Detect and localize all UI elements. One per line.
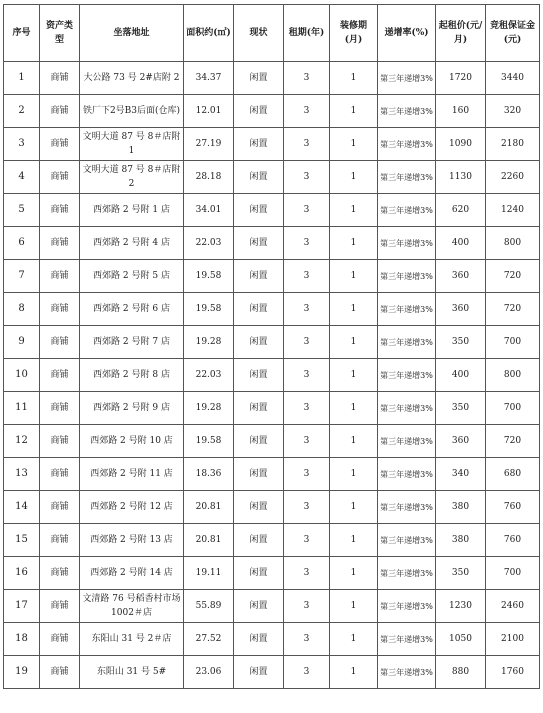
header-lease-term: 租期(年) [284, 5, 330, 62]
address-cell: 西郊路 2 号附 14 店 [80, 557, 184, 590]
asset-type-cell: 商铺 [40, 656, 80, 689]
rent-cell: 1230 [436, 590, 486, 623]
deposit-cell: 700 [486, 326, 540, 359]
status-cell: 闲置 [234, 557, 284, 590]
lease-term-cell: 3 [284, 260, 330, 293]
seq-cell: 12 [4, 425, 40, 458]
status-cell: 闲置 [234, 227, 284, 260]
renovation-cell: 1 [330, 491, 378, 524]
asset-type-cell: 商铺 [40, 227, 80, 260]
seq-cell: 18 [4, 623, 40, 656]
rent-cell: 350 [436, 557, 486, 590]
increase-rate-cell: 第三年递增3% [378, 227, 436, 260]
lease-term-cell: 3 [284, 491, 330, 524]
table-header-row [4, 5, 540, 62]
lease-term-cell: 3 [284, 359, 330, 392]
renovation-cell: 1 [330, 95, 378, 128]
rent-cell: 1090 [436, 128, 486, 161]
status-cell: 闲置 [234, 62, 284, 95]
lease-term-cell: 3 [284, 326, 330, 359]
deposit-cell: 700 [486, 557, 540, 590]
increase-rate-cell: 第三年递增3% [378, 260, 436, 293]
increase-rate-cell: 第三年递增3% [378, 557, 436, 590]
area-cell: 34.37 [184, 62, 234, 95]
status-cell: 闲置 [234, 458, 284, 491]
asset-type-cell: 商铺 [40, 194, 80, 227]
rent-cell: 400 [436, 227, 486, 260]
table-row [4, 326, 540, 359]
address-cell: 西郊路 2 号附 8 店 [80, 359, 184, 392]
address-cell: 西郊路 2 号附 4 店 [80, 227, 184, 260]
increase-rate-cell: 第三年递增3% [378, 425, 436, 458]
area-cell: 19.58 [184, 260, 234, 293]
renovation-cell: 1 [330, 656, 378, 689]
area-cell: 12.01 [184, 95, 234, 128]
asset-type-cell: 商铺 [40, 557, 80, 590]
rent-cell: 350 [436, 392, 486, 425]
table-row [4, 194, 540, 227]
area-cell: 23.06 [184, 656, 234, 689]
increase-rate-cell: 第三年递增3% [378, 359, 436, 392]
rent-cell: 880 [436, 656, 486, 689]
renovation-cell: 1 [330, 458, 378, 491]
asset-type-cell: 商铺 [40, 359, 80, 392]
seq-cell: 5 [4, 194, 40, 227]
rent-cell: 1050 [436, 623, 486, 656]
header-seq: 序号 [4, 5, 40, 62]
seq-cell: 10 [4, 359, 40, 392]
seq-cell: 17 [4, 590, 40, 623]
lease-term-cell: 3 [284, 524, 330, 557]
address-cell: 文清路 76 号稻香村市场 1002＃店 [80, 590, 184, 623]
renovation-cell: 1 [330, 62, 378, 95]
address-cell: 大公路 73 号 2#店附 2 [80, 62, 184, 95]
asset-type-cell: 商铺 [40, 293, 80, 326]
lease-term-cell: 3 [284, 557, 330, 590]
address-cell: 西郊路 2 号附 11 店 [80, 458, 184, 491]
address-cell: 西郊路 2 号附 13 店 [80, 524, 184, 557]
renovation-cell: 1 [330, 590, 378, 623]
deposit-cell: 720 [486, 425, 540, 458]
table-row [4, 425, 540, 458]
increase-rate-cell: 第三年递增3% [378, 491, 436, 524]
renovation-cell: 1 [330, 623, 378, 656]
renovation-cell: 1 [330, 128, 378, 161]
renovation-cell: 1 [330, 359, 378, 392]
rent-cell: 1130 [436, 161, 486, 194]
increase-rate-cell: 第三年递增3% [378, 458, 436, 491]
asset-type-cell: 商铺 [40, 524, 80, 557]
lease-term-cell: 3 [284, 95, 330, 128]
header-deposit: 竞租保证金(元) [486, 5, 540, 62]
area-cell: 19.58 [184, 293, 234, 326]
header-renovation-period: 装修期(月) [330, 5, 378, 62]
address-cell: 铁厂下2号B3后面(仓库) [80, 95, 184, 128]
table-row [4, 623, 540, 656]
rent-cell: 380 [436, 524, 486, 557]
asset-type-cell: 商铺 [40, 260, 80, 293]
increase-rate-cell: 第三年递增3% [378, 161, 436, 194]
seq-cell: 2 [4, 95, 40, 128]
deposit-cell: 2100 [486, 623, 540, 656]
asset-type-cell: 商铺 [40, 590, 80, 623]
status-cell: 闲置 [234, 293, 284, 326]
table-row [4, 590, 540, 623]
table-row [4, 557, 540, 590]
area-cell: 34.01 [184, 194, 234, 227]
increase-rate-cell: 第三年递增3% [378, 293, 436, 326]
table-row [4, 227, 540, 260]
rent-cell: 360 [436, 425, 486, 458]
seq-cell: 1 [4, 62, 40, 95]
renovation-cell: 1 [330, 293, 378, 326]
renovation-cell: 1 [330, 557, 378, 590]
status-cell: 闲置 [234, 392, 284, 425]
deposit-cell: 800 [486, 359, 540, 392]
increase-rate-cell: 第三年递增3% [378, 392, 436, 425]
deposit-cell: 320 [486, 95, 540, 128]
deposit-cell: 720 [486, 260, 540, 293]
asset-type-cell: 商铺 [40, 458, 80, 491]
status-cell: 闲置 [234, 326, 284, 359]
address-cell: 东阳山 31 号 5# [80, 656, 184, 689]
address-cell: 西郊路 2 号附 10 店 [80, 425, 184, 458]
lease-term-cell: 3 [284, 62, 330, 95]
area-cell: 19.11 [184, 557, 234, 590]
lease-term-cell: 3 [284, 656, 330, 689]
deposit-cell: 2260 [486, 161, 540, 194]
asset-type-cell: 商铺 [40, 491, 80, 524]
lease-term-cell: 3 [284, 392, 330, 425]
deposit-cell: 800 [486, 227, 540, 260]
asset-type-cell: 商铺 [40, 62, 80, 95]
header-increase-rate: 递增率(%) [378, 5, 436, 62]
seq-cell: 7 [4, 260, 40, 293]
table-row [4, 128, 540, 161]
seq-cell: 4 [4, 161, 40, 194]
increase-rate-cell: 第三年递增3% [378, 326, 436, 359]
table-row [4, 656, 540, 689]
renovation-cell: 1 [330, 161, 378, 194]
table-row [4, 524, 540, 557]
address-cell: 西郊路 2 号附 12 店 [80, 491, 184, 524]
asset-type-cell: 商铺 [40, 392, 80, 425]
area-cell: 20.81 [184, 491, 234, 524]
status-cell: 闲置 [234, 425, 284, 458]
rent-cell: 360 [436, 260, 486, 293]
seq-cell: 15 [4, 524, 40, 557]
address-cell: 西郊路 2 号附 1 店 [80, 194, 184, 227]
area-cell: 20.81 [184, 524, 234, 557]
seq-cell: 3 [4, 128, 40, 161]
status-cell: 闲置 [234, 194, 284, 227]
rent-cell: 360 [436, 293, 486, 326]
address-cell: 西郊路 2 号附 9 店 [80, 392, 184, 425]
increase-rate-cell: 第三年递增3% [378, 590, 436, 623]
lease-term-cell: 3 [284, 161, 330, 194]
asset-type-cell: 商铺 [40, 623, 80, 656]
increase-rate-cell: 第三年递增3% [378, 524, 436, 557]
deposit-cell: 1760 [486, 656, 540, 689]
lease-term-cell: 3 [284, 128, 330, 161]
renovation-cell: 1 [330, 227, 378, 260]
area-cell: 22.03 [184, 227, 234, 260]
increase-rate-cell: 第三年递增3% [378, 95, 436, 128]
rent-cell: 620 [436, 194, 486, 227]
seq-cell: 13 [4, 458, 40, 491]
property-table [3, 4, 540, 689]
seq-cell: 11 [4, 392, 40, 425]
asset-type-cell: 商铺 [40, 95, 80, 128]
table-row [4, 458, 540, 491]
header-asset-type: 资产类型 [40, 5, 80, 62]
increase-rate-cell: 第三年递增3% [378, 656, 436, 689]
deposit-cell: 700 [486, 392, 540, 425]
area-cell: 55.89 [184, 590, 234, 623]
status-cell: 闲置 [234, 161, 284, 194]
lease-term-cell: 3 [284, 458, 330, 491]
asset-type-cell: 商铺 [40, 326, 80, 359]
lease-term-cell: 3 [284, 293, 330, 326]
rent-cell: 160 [436, 95, 486, 128]
area-cell: 28.18 [184, 161, 234, 194]
address-cell: 西郊路 2 号附 6 店 [80, 293, 184, 326]
address-cell: 西郊路 2 号附 5 店 [80, 260, 184, 293]
table-row [4, 293, 540, 326]
address-cell: 西郊路 2 号附 7 店 [80, 326, 184, 359]
deposit-cell: 2180 [486, 128, 540, 161]
seq-cell: 6 [4, 227, 40, 260]
seq-cell: 19 [4, 656, 40, 689]
lease-term-cell: 3 [284, 425, 330, 458]
status-cell: 闲置 [234, 260, 284, 293]
status-cell: 闲置 [234, 95, 284, 128]
table-row [4, 392, 540, 425]
header-starting-rent: 起租价(元/月) [436, 5, 486, 62]
header-area: 面积约(㎡) [184, 5, 234, 62]
deposit-cell: 680 [486, 458, 540, 491]
status-cell: 闲置 [234, 359, 284, 392]
deposit-cell: 720 [486, 293, 540, 326]
deposit-cell: 3440 [486, 62, 540, 95]
area-cell: 27.52 [184, 623, 234, 656]
rent-cell: 400 [436, 359, 486, 392]
table-row [4, 95, 540, 128]
table-row [4, 161, 540, 194]
renovation-cell: 1 [330, 194, 378, 227]
address-cell: 文明大道 87 号 8＃店附 1 [80, 128, 184, 161]
status-cell: 闲置 [234, 128, 284, 161]
area-cell: 19.28 [184, 392, 234, 425]
asset-type-cell: 商铺 [40, 128, 80, 161]
deposit-cell: 2460 [486, 590, 540, 623]
status-cell: 闲置 [234, 524, 284, 557]
seq-cell: 8 [4, 293, 40, 326]
status-cell: 闲置 [234, 656, 284, 689]
area-cell: 18.36 [184, 458, 234, 491]
area-cell: 19.58 [184, 425, 234, 458]
table-body [4, 62, 540, 689]
rent-cell: 1720 [436, 62, 486, 95]
increase-rate-cell: 第三年递增3% [378, 623, 436, 656]
area-cell: 22.03 [184, 359, 234, 392]
lease-term-cell: 3 [284, 194, 330, 227]
seq-cell: 16 [4, 557, 40, 590]
lease-term-cell: 3 [284, 227, 330, 260]
renovation-cell: 1 [330, 425, 378, 458]
status-cell: 闲置 [234, 590, 284, 623]
renovation-cell: 1 [330, 260, 378, 293]
address-cell: 东阳山 31 号 2＃店 [80, 623, 184, 656]
asset-type-cell: 商铺 [40, 161, 80, 194]
lease-term-cell: 3 [284, 623, 330, 656]
rent-cell: 340 [436, 458, 486, 491]
status-cell: 闲置 [234, 623, 284, 656]
increase-rate-cell: 第三年递增3% [378, 62, 436, 95]
rent-cell: 380 [436, 491, 486, 524]
area-cell: 27.19 [184, 128, 234, 161]
header-address: 坐落地址 [80, 5, 184, 62]
deposit-cell: 760 [486, 524, 540, 557]
table-row [4, 359, 540, 392]
seq-cell: 9 [4, 326, 40, 359]
seq-cell: 14 [4, 491, 40, 524]
renovation-cell: 1 [330, 524, 378, 557]
deposit-cell: 1240 [486, 194, 540, 227]
status-cell: 闲置 [234, 491, 284, 524]
renovation-cell: 1 [330, 392, 378, 425]
area-cell: 19.28 [184, 326, 234, 359]
table-row [4, 62, 540, 95]
deposit-cell: 760 [486, 491, 540, 524]
lease-term-cell: 3 [284, 590, 330, 623]
asset-type-cell: 商铺 [40, 425, 80, 458]
address-cell: 文明大道 87 号 8＃店附 2 [80, 161, 184, 194]
increase-rate-cell: 第三年递增3% [378, 128, 436, 161]
table-row [4, 491, 540, 524]
rent-cell: 350 [436, 326, 486, 359]
table-row [4, 260, 540, 293]
header-status: 现状 [234, 5, 284, 62]
renovation-cell: 1 [330, 326, 378, 359]
increase-rate-cell: 第三年递增3% [378, 194, 436, 227]
